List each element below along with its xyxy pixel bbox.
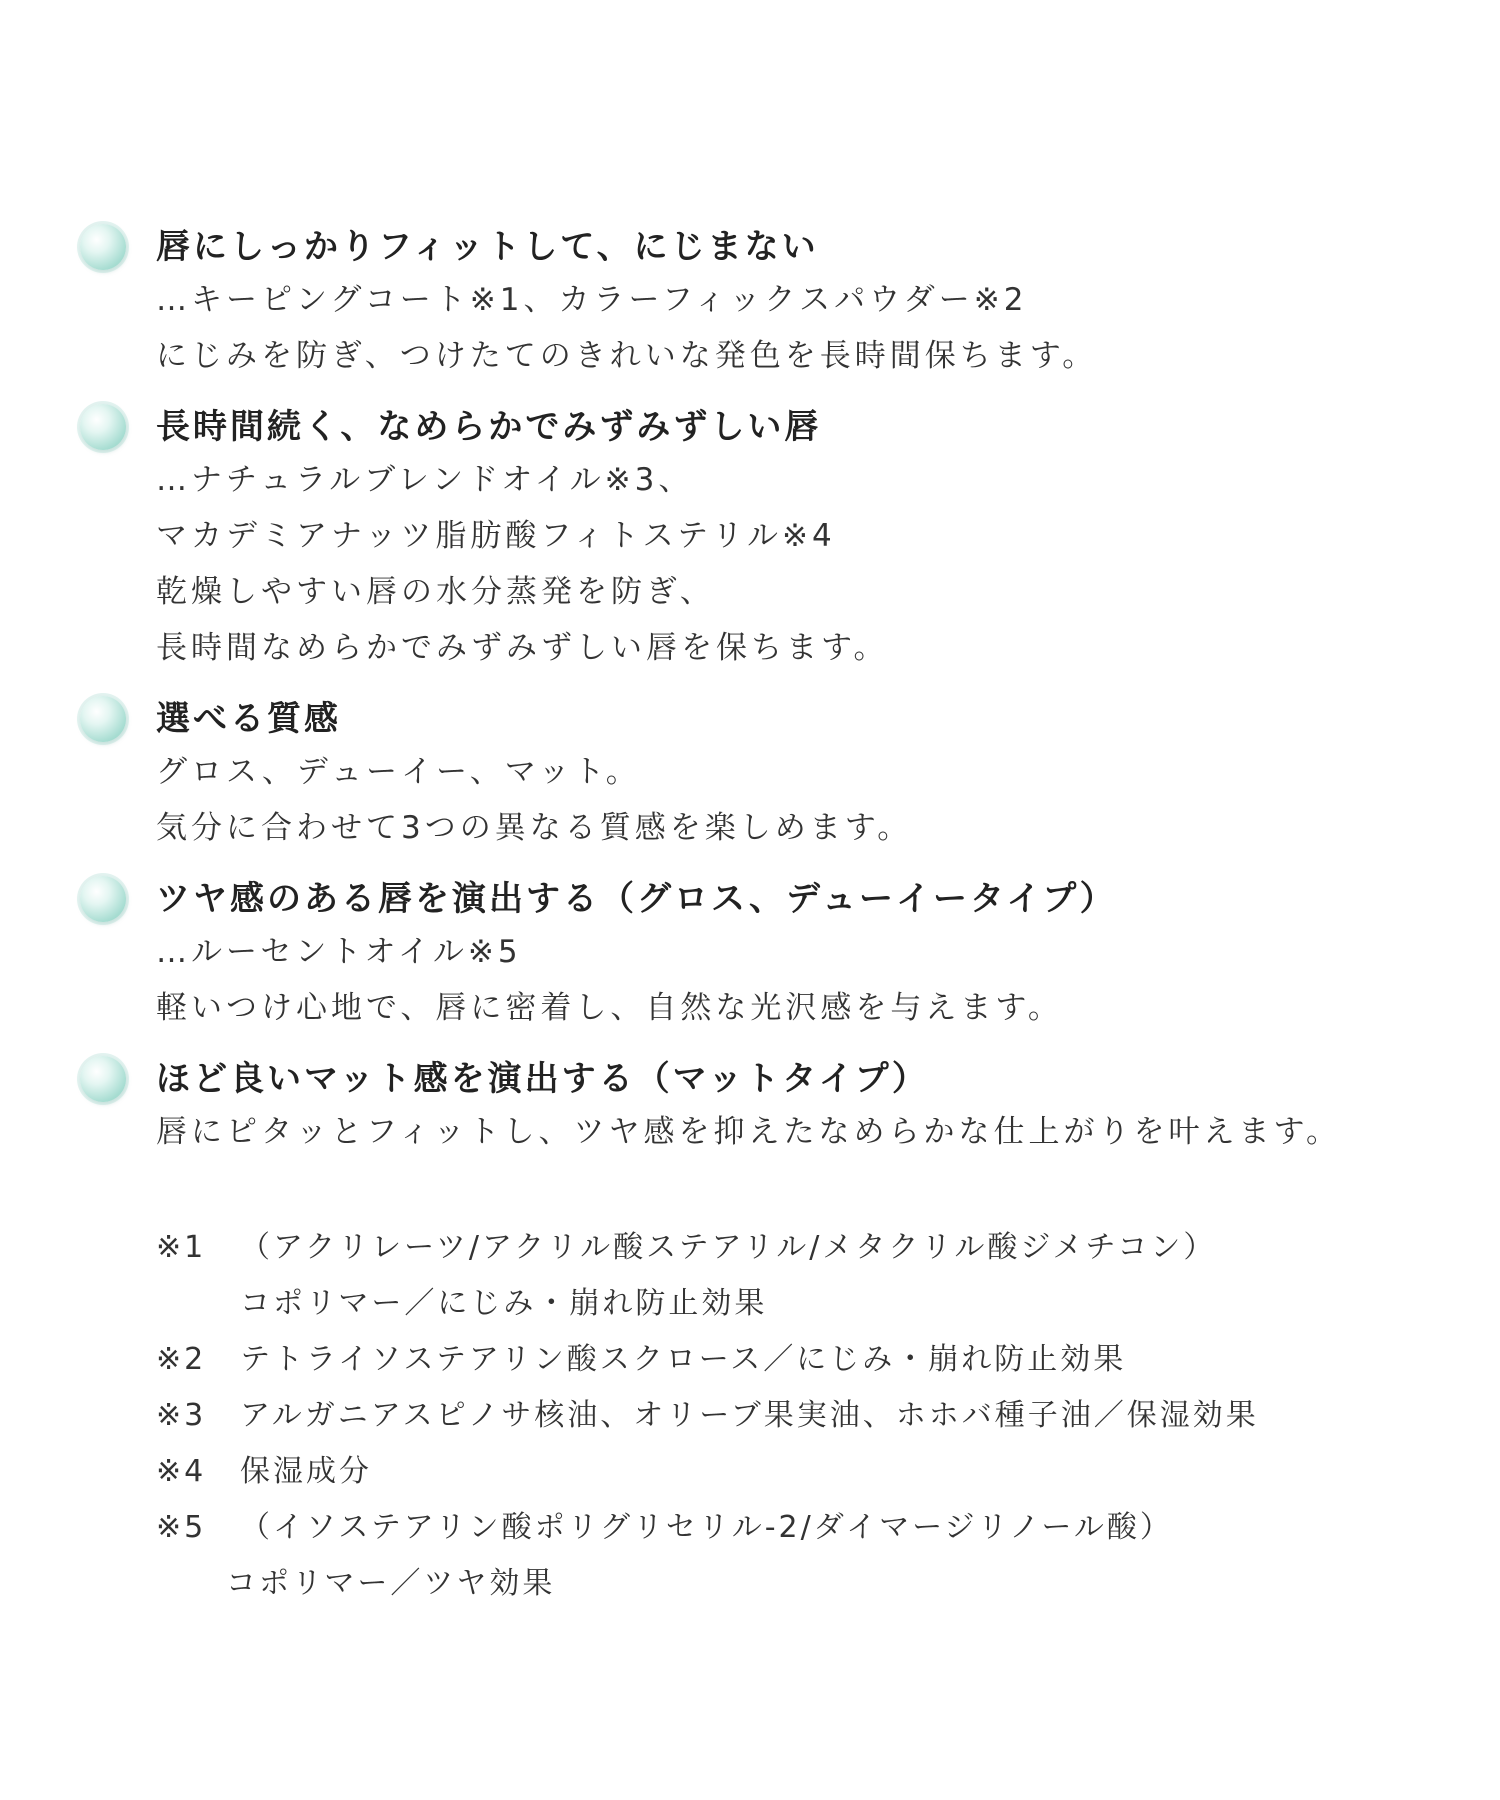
feature-item xyxy=(80,1054,1480,1160)
footnote xyxy=(156,1444,1476,1500)
feature-title: 長時間続く、なめらかでみずみずしい唇 xyxy=(156,407,822,447)
footnote xyxy=(156,1388,1476,1444)
footnote xyxy=(156,1500,1476,1612)
feature-title: 唇にしっかりフィットして、にじまない xyxy=(156,227,819,267)
feature-item xyxy=(80,222,1480,384)
feature-title: ほど良いマット感を演出する（マットタイプ） xyxy=(156,1059,929,1099)
footnote xyxy=(156,1220,1476,1332)
bullet-icon xyxy=(80,224,126,270)
feature-item xyxy=(80,402,1480,676)
feature-list xyxy=(80,222,1480,1160)
feature-text: 長時間なめらかでみずみずしい唇を保ちます。 xyxy=(156,630,889,666)
feature-title: 選べる質感 xyxy=(156,699,341,739)
footnote-mark: ※5 xyxy=(156,1510,207,1545)
footnote-text: アルガニアスピノサ核油、オリーブ果実油、ホホバ種子油／保湿効果 xyxy=(240,1398,1259,1433)
footnote-mark: ※3 xyxy=(156,1398,207,1433)
footnote xyxy=(156,1332,1476,1388)
bullet-icon xyxy=(80,1056,126,1102)
feature-text: にじみを防ぎ、つけたてのきれいな発色を長時間保ちます。 xyxy=(156,338,1098,374)
feature-text: …キーピングコート※1、カラーフィックスパウダー※2 xyxy=(156,282,1028,318)
feature-title: ツヤ感のある唇を演出する（グロス、デューイータイプ） xyxy=(156,879,1117,919)
feature-text: 気分に合わせて3つの異なる質感を楽しめます。 xyxy=(156,810,913,846)
footnote-continuation: コポリマー／ツヤ効果 xyxy=(226,1566,556,1601)
bullet-icon xyxy=(80,876,126,922)
footnote-text: テトライソステアリン酸スクロース／にじみ・崩れ防止効果 xyxy=(240,1342,1127,1377)
feature-text: 軽いつけ心地で、唇に密着し、自然な光沢感を与えます。 xyxy=(156,990,1063,1026)
feature-text: 乾燥しやすい唇の水分蒸発を防ぎ、 xyxy=(156,574,715,610)
bullet-icon xyxy=(80,696,126,742)
bullet-icon xyxy=(80,404,126,450)
feature-text: …ルーセントオイル※5 xyxy=(156,934,522,970)
feature-text: 唇にピタッとフィットし、ツヤ感を抑えたなめらかな仕上がりを叶えます。 xyxy=(156,1114,1342,1150)
footnote-text: （イソステアリン酸ポリグリセリル-2/ダイマージリノール酸） xyxy=(240,1510,1173,1545)
feature-item xyxy=(80,874,1480,1036)
feature-item xyxy=(80,694,1480,856)
footnote-text: 保湿成分 xyxy=(240,1454,372,1489)
footnote-mark: ※4 xyxy=(156,1454,207,1489)
footnote-continuation: コポリマー／にじみ・崩れ防止効果 xyxy=(240,1286,768,1321)
footnote-mark: ※1 xyxy=(156,1230,207,1265)
footnote-text: （アクリレーツ/アクリル酸ステアリル/メタクリル酸ジメチコン） xyxy=(240,1230,1217,1265)
footnotes xyxy=(156,1220,1476,1612)
feature-text: …ナチュラルブレンドオイル※3、 xyxy=(156,462,694,498)
feature-text: グロス、デューイー、マット。 xyxy=(156,754,641,790)
footnote-mark: ※2 xyxy=(156,1342,207,1377)
feature-text: マカデミアナッツ脂肪酸フィトステリル※4 xyxy=(156,518,836,554)
